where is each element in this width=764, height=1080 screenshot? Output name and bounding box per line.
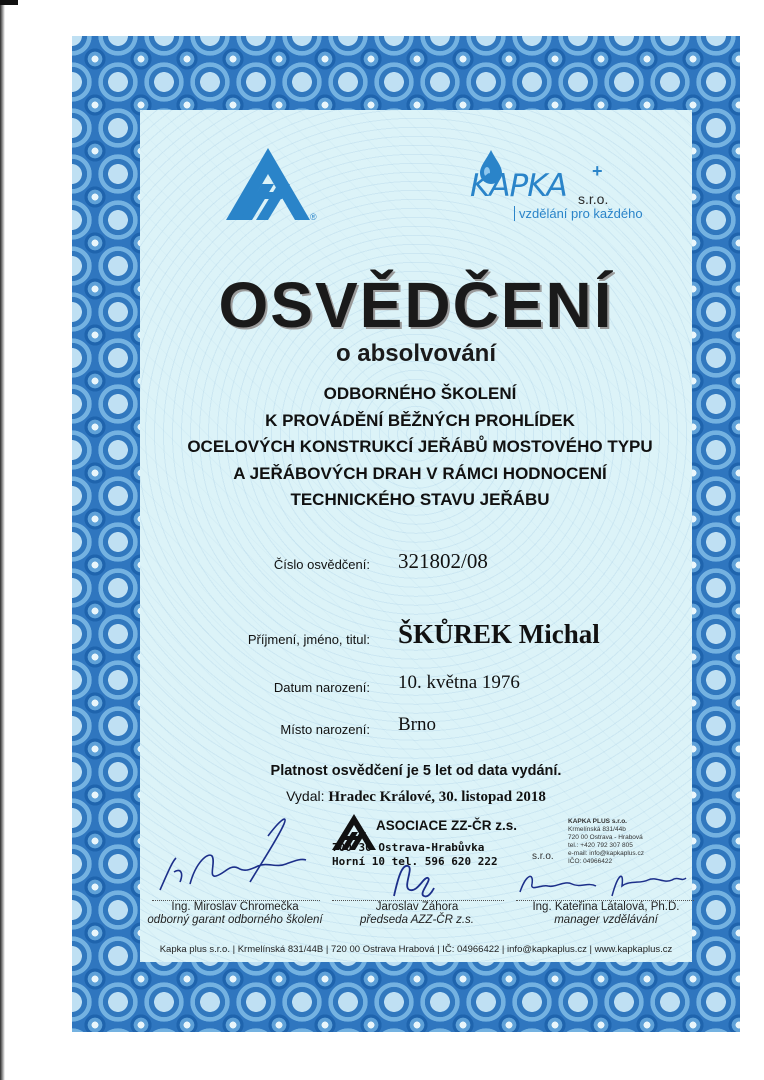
issued-prefix: Vydal: (286, 788, 325, 804)
course-line: OCELOVÝCH KONSTRUKCÍ JEŘÁBŮ MOSTOVÉHO TYPU (187, 437, 653, 456)
azz-logo (222, 148, 322, 230)
validity-statement: Platnost osvědčení je 5 let od data vydání. (270, 763, 562, 779)
signatory-name: Ing. Miroslav Chromečka (171, 901, 299, 913)
course-line: A JEŘÁBOVÝCH DRAH V RÁMCI HODNOCENÍ (233, 463, 607, 483)
birthplace-label: Místo narození: (280, 722, 370, 737)
azz-registered-mark: ® (310, 212, 317, 222)
stamp-address: 700 30 Ostrava-Hrabůvka (332, 841, 485, 854)
kapka-stamp-line: Krmelínská 831/44b (568, 826, 626, 833)
full-name-value: ŠKŮREK Michal (398, 619, 600, 649)
kapka-stamp-line: tel.: +420 792 307 805 (568, 842, 633, 849)
full-name-label: Příjmení, jméno, titul: (247, 632, 370, 647)
signature-latalova (512, 866, 690, 902)
signatory-latalova (506, 901, 706, 927)
course-line: TECHNICKÉHO STAVU JEŘÁBU (290, 490, 550, 509)
kapka-stamp-line: 720 00 Ostrava - Hrabová (568, 834, 643, 841)
footer-contact: Kapka plus s.r.o. | Krmelínská 831/44B | 720 00 Ostrava Hrabová | IČ: 04966422 | info@kapkaplus.cz | www.kapkaplus.cz (159, 944, 673, 955)
kapka-plus: + (592, 161, 603, 181)
signatory-name: Ing. Kateřina Látalová, Ph.D. (532, 901, 680, 913)
certificate-title: OSVĚDČENÍ (218, 269, 614, 341)
scan-edge (0, 0, 5, 1080)
signatory-chromecka (140, 901, 330, 927)
birthdate-label: Datum narození: (273, 680, 370, 695)
signatory-name: Jaroslav Záhora (375, 901, 459, 913)
signatory-role: odborný garant odborného školení (147, 914, 323, 926)
scan-mark (0, 0, 18, 5)
stamp-kapka-sro: s.r.o. (532, 851, 554, 862)
birthdate-value: 10. května 1976 (398, 672, 520, 693)
issued-place-date: Hradec Králové, 30. listopad 2018 (328, 789, 546, 805)
course-line: K PROVÁDĚNÍ BĚŽNÝCH PROHLÍDEK (265, 410, 575, 430)
kapka-sro: s.r.o. (578, 191, 609, 207)
signature-zahora (388, 858, 438, 902)
issued-by (140, 788, 692, 806)
certificate-number-value: 321802/08 (398, 549, 488, 573)
stamp-phone: Horní 10 tel. 596 620 222 (332, 855, 498, 868)
course-description (100, 381, 740, 514)
certificate-subtitle: o absolvování (335, 340, 497, 367)
course-line: ODBORNÉHO ŠKOLENÍ (323, 384, 517, 403)
signatory-role: manager vzdělávání (554, 914, 658, 926)
certificate-number-label: Číslo osvědčení: (273, 557, 370, 572)
signatory-zahora (322, 901, 512, 927)
kapka-wordmark: KAPKA (470, 168, 567, 204)
kapka-stamp-line: e-mail: info@kapkaplus.cz (568, 850, 644, 857)
signatory-role: předseda AZZ-ČR z.s. (360, 914, 474, 926)
stamp-organization: ASOCIACE ZZ-ČR z.s. (376, 818, 518, 833)
kapka-stamp-line: IČO: 04966422 (568, 858, 613, 865)
signature-chromecka (150, 812, 330, 900)
kapka-stamp-line: KAPKA PLUS s.r.o. (568, 818, 627, 825)
birthplace-value: Brno (398, 714, 436, 735)
kapka-tagline: vzdělání pro každého (514, 206, 643, 221)
kapka-stamp-block (568, 818, 644, 866)
